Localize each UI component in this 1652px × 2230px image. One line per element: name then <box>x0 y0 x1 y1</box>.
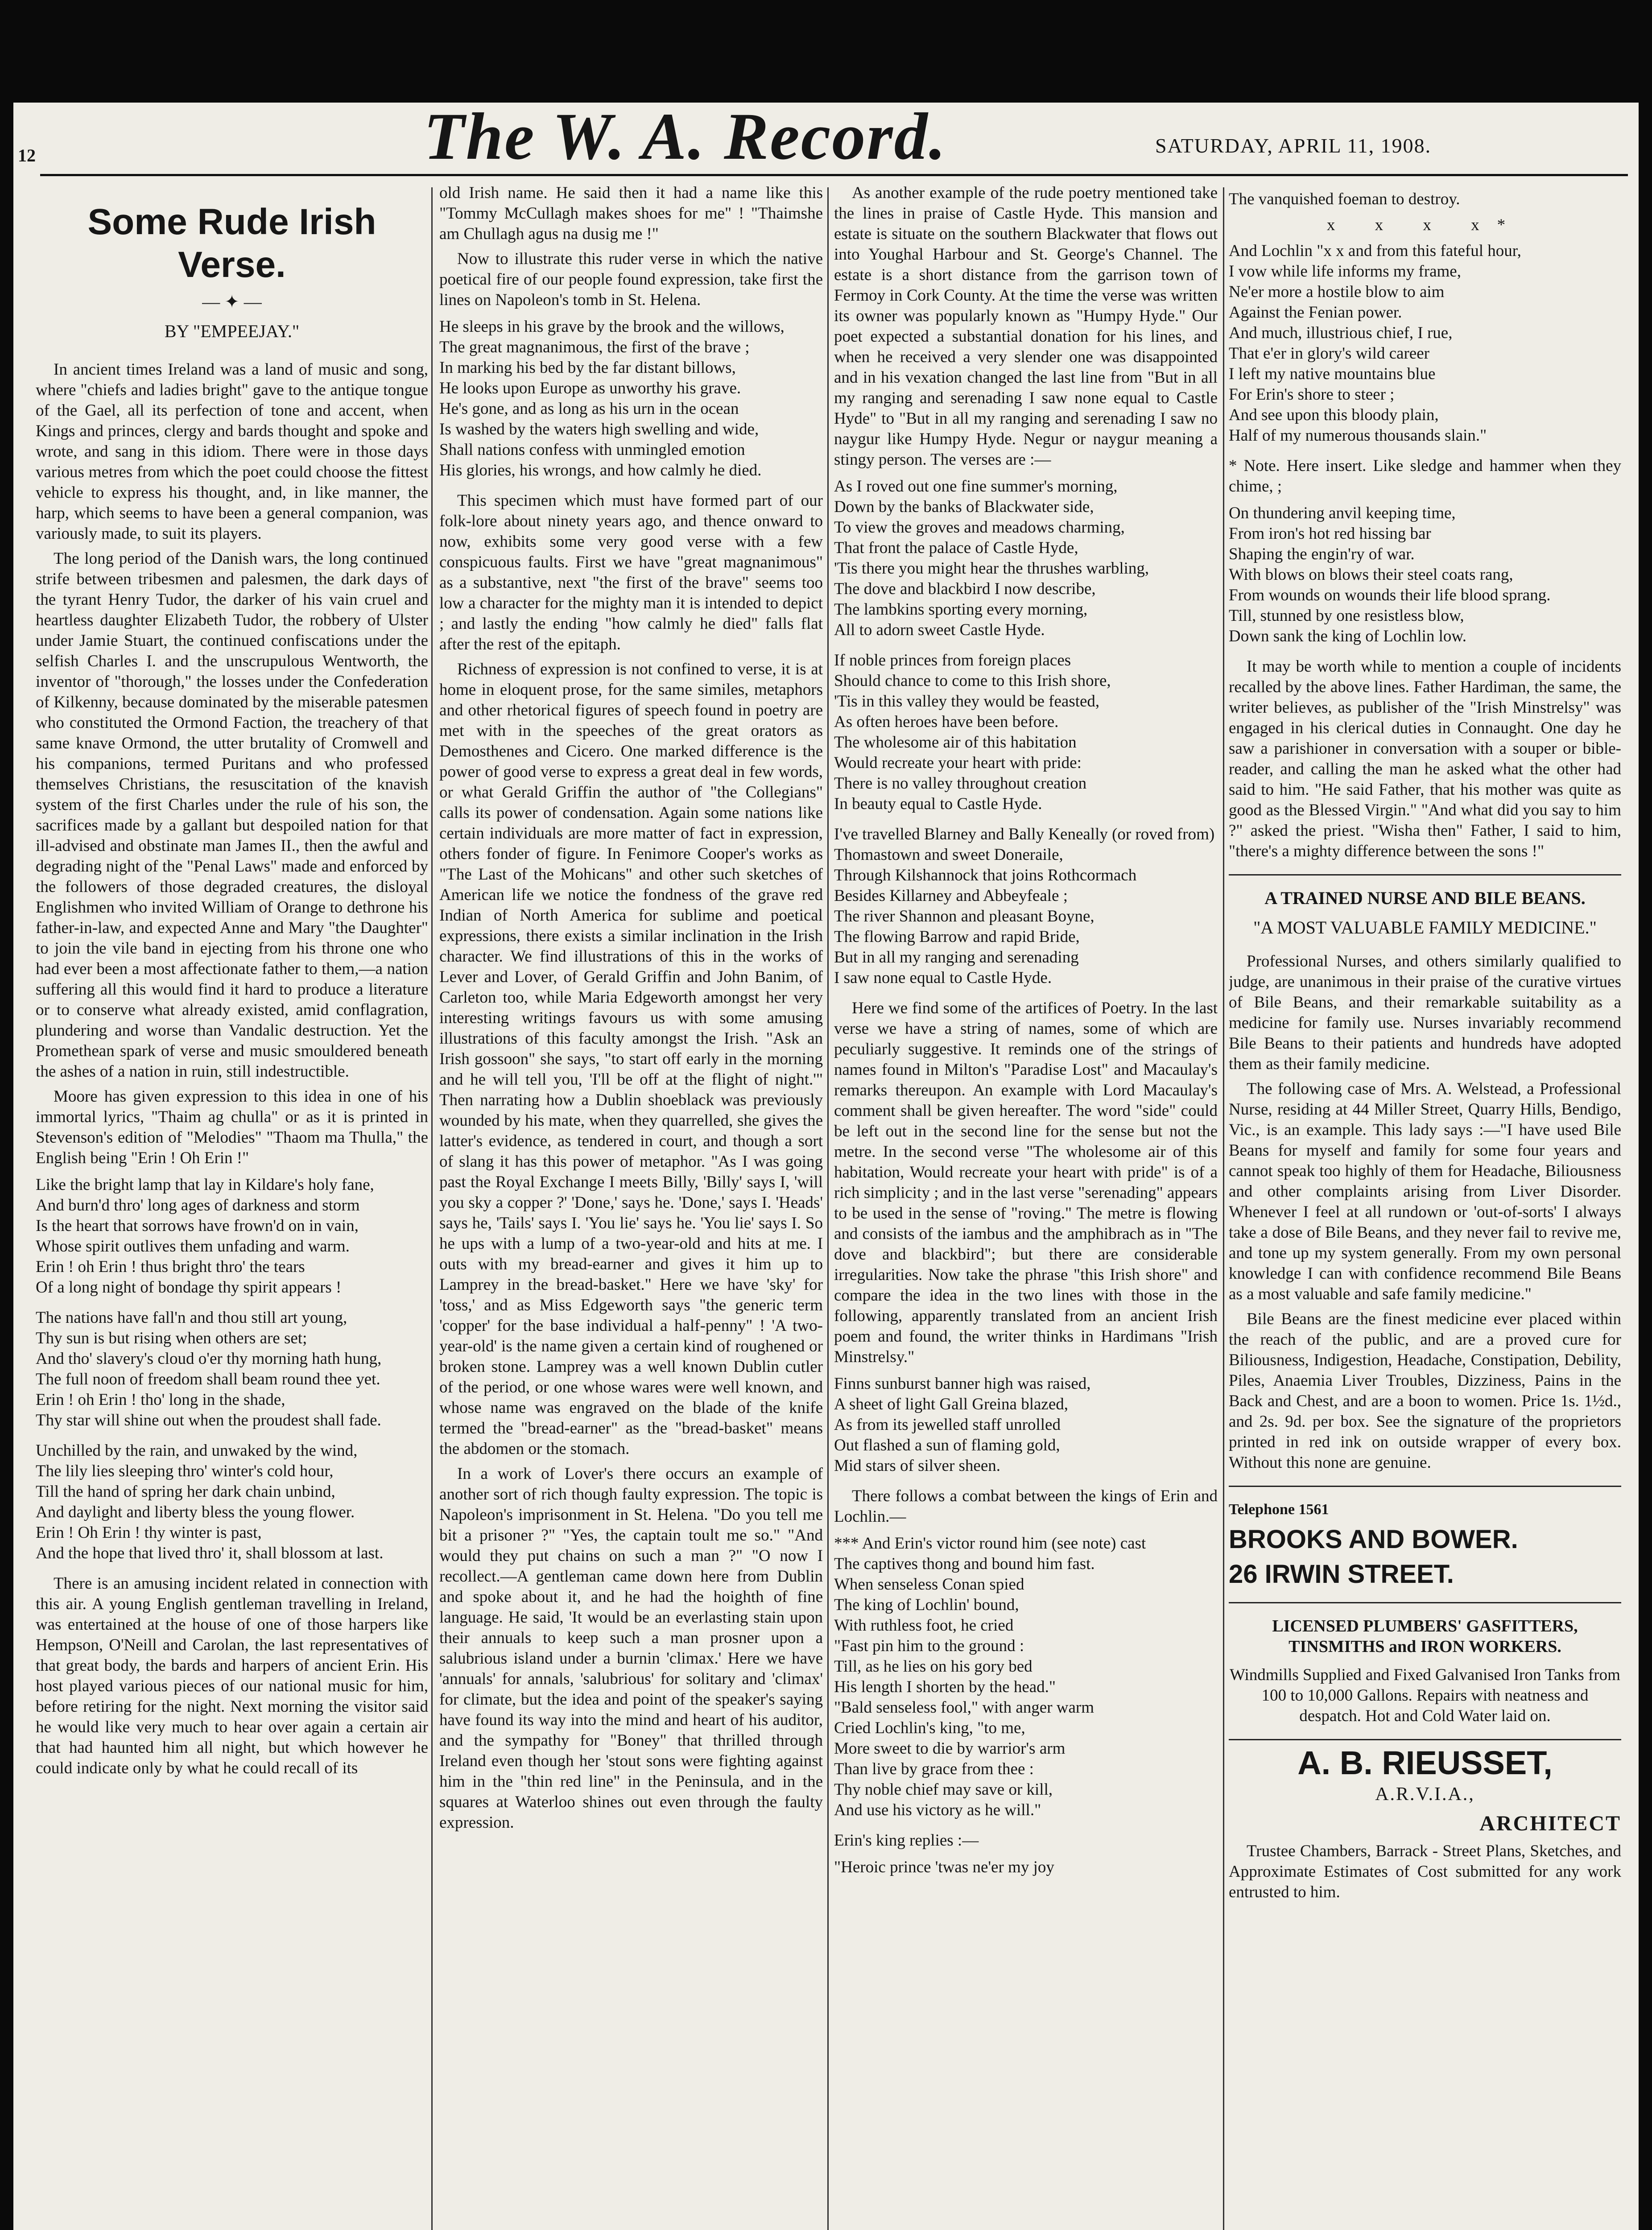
verse-stanza <box>36 1308 428 1431</box>
column-3 <box>834 183 1218 2230</box>
verse-line: He's gone, and as long as his urn in the ocean <box>439 400 739 418</box>
advertisement-paragraph: Professional Nurses, and others similarly qualified to judge, are unanimous in their praise of the curative virtues of Bile Beans, and their remarkable suitability as a medicine for family use. Nurses invariably recommend Bile Beans to their patients and hundreds have adopted them as their family medicine. <box>1229 952 1621 1073</box>
verse-line: Than live by grace from thee : <box>834 1760 1034 1778</box>
verse-line: And see upon this bloody plain, <box>1229 406 1439 424</box>
issue-date: SATURDAY, APRIL 11, 1908. <box>1155 134 1432 157</box>
verse-line: But in all my ranging and serenading <box>834 948 1079 966</box>
verse-line: Cried Lochlin's king, "to me, <box>834 1719 1025 1737</box>
verse-line: Till, stunned by one resistless blow, <box>1229 607 1464 625</box>
advertisement-headline: A TRAINED NURSE AND BILE BEANS. <box>1264 888 1586 908</box>
verse-line: And use his victory as he will." <box>834 1801 1041 1819</box>
verse-line: Shall nations confess with unmingled emotion <box>439 441 745 459</box>
verse-line: He sleeps in his grave by the brook and the willows, <box>439 318 785 336</box>
paragraph: This specimen which must have formed part of our folk-lore about ninety years ago, and thence onward to now, exhibits some very good verse with a few conspicuous faults. First we have "great magnanimous" as a substantive, next "the first of the brave" seems too low a character for the mighty man it is intended to depict ; and lastly the ending "how calmly he died" falls flat after the rest of the epitaph. <box>439 491 823 653</box>
verse-line: Should chance to come to this Irish shore, <box>834 672 1111 690</box>
verse-line: Finns sunburst banner high was raised, <box>834 1375 1091 1393</box>
verse-line: I left my native mountains blue <box>1229 365 1436 383</box>
verse-line: Erin ! oh Erin ! tho' long in the shade, <box>36 1391 285 1409</box>
verse-line: Shaping the engin'ry of war. <box>1229 545 1415 563</box>
verse-line: From wounds on wounds their life blood sprang. <box>1229 586 1551 604</box>
article-byline: BY "EMPEEJAY." <box>164 321 300 341</box>
verse-line: Through Kilshannock that joins Rothcormach <box>834 866 1137 884</box>
verse-line: If noble princes from foreign places <box>834 651 1071 669</box>
paragraph: In a work of Lover's there occurs an example of another sort of rich though faulty expression. The topic is Napoleon's imprisonment in St. Helena. "Do you tell me bit a prisoner ?" "Yes, the captain toult me so." "And would they put chains on such a man ?" "O now I recollect.—A gentleman came down here from Dublin and spoke about it, and he had the hoighth of fine language. He said, 'It would be an everlasting stain upon their annuals to keep such a man prosner upon a salubrious island under a burnin 'climax.' Here we have 'annuals' for annals, 'salubrious' for solitary and 'climax' for climate, but the idea and point of the speaker's saying have found its way into the mind and heart of his auditor, and the sympathy for "Boney" that thrilled through Ireland even though her 'stout sons were fighting against him in the "thin red line" in the Peninsula, and in the squares at Waterloo shines out even through the faulty expression. <box>439 1465 823 1832</box>
verse-line: "Heroic prince 'twas ne'er my joy <box>834 1858 1054 1876</box>
telephone-number: Telephone 1561 <box>1229 1501 1329 1518</box>
section-rule <box>1229 874 1621 875</box>
verse-line: Thy noble chief may save or kill, <box>834 1780 1053 1799</box>
verse-line: To view the groves and meadows charming, <box>834 518 1125 537</box>
ornament-divider: — ✦ — <box>202 292 262 312</box>
footnote: * Note. Here insert. Like sledge and hammer when they chime, ; <box>1229 457 1621 496</box>
verse-stanza <box>439 317 823 481</box>
paragraph: Richness of expression is not confined to verse, it is at home in eloquent prose, for the same similes, metaphors and other rhetorical figures of speech found in poetry are met with in the speeches of the great orators as Demosthenes and Cicero. One marked difference is the power of good verse to express a great deal in few words, or what Gerald Griffin the author of "the Collegians" calls its power of condensation. Again some nations like certain individuals are more matter of fact in expression, others fonder of figure. In Fenimore Cooper's works as "The Last of the Mohicans" and other such sketches of American life we notice the fondness of the grave red Indian of North America for sublime and poetical expressions, there exists a similar inclination in the Irish character. We find illustrations of this in the works of Lever and Lover, of Gerald Griffin and John Banim, of Carleton too, while Maria Edgeworth amongst her very interesting writings favours us with some amusing illustrations of this faculty amongst the Irish. "Ask an Irish gossoon" she says, "to start off early in the morning and he will tell you, 'I'll be off at the flight of night.'" Then narrating how a Dublin shoeblack was previously wounded by his mate, when they quarrelled, she gives the latter's evidence, as tendered in court, and though a sort of slang it has this power of metaphor. "As I was going past the Royal Exchange I meets Billy, 'Billy' says I, 'will you sky a copper ?' 'Done,' says he. 'Done,' says I. 'Heads' says he, 'Tails' says I. 'You lie' says he. 'You lie' says I. So he ups with a lump of a two-year-old and hits at me. I outs with my bread-earner and gives it him up to Lamprey in the bread-basket." Here we have 'sky' for 'toss,' and as Miss Edgeworth says "the generic term 'copper' for the base individual a half-penny" ! 'A two-year-old' is the name given a certain kind of roughened or broken stone. Lamprey was a well known Dublin cutler of the period, or one whose wares were well known, and whose name was engraved on the blade of the knife termed the "bread-earner" as the "bread-basket" means the abdomen or the stomach. <box>439 660 823 1458</box>
paragraph: As another example of the rude poetry mentioned take the lines in praise of Castle Hyde. This mansion and estate is situate on the southern Blackwater that flows out into Youghal Harbour and St. George's Channel. The estate is a short distance from the garrison town of Fermoy in Cork County. At the time the verse was written its owner was popularly known as "Humpy Hyde." Our poet expected a substantial donation for his lines, and when he received a very slender one was disappointed and in his vexation changed the last line from "But in all my ranging and serenading I saw none equal to Castle Hyde" to "But in all my ranging and serenading I saw no naygur like Humpy Hyde. Negur or naygur meaning a stingy person. The verses are :— <box>834 184 1218 469</box>
verse-line: As from its jewelled staff unrolled <box>834 1416 1061 1434</box>
paragraph: There follows a combat between the kings of Erin and Lochlin.— <box>834 1487 1218 1526</box>
verse-line: "Bald senseless fool," with anger warm <box>834 1698 1094 1717</box>
verse-line: More sweet to die by warrior's arm <box>834 1739 1066 1758</box>
verse-line: And daylight and liberty bless the young flower. <box>36 1503 355 1521</box>
verse-line: And much, illustrious chief, I rue, <box>1229 324 1453 342</box>
verse-line: In beauty equal to Castle Hyde. <box>834 795 1042 813</box>
paragraph: There is an amusing incident related in connection with this air. A young English gentleman travelling in Ireland, was entertained at the house of one of those harpers like Hempson, O'Neill and Carolan, the last representatives of that great body, the bards and harpers of ancient Erin. His host played various pieces of our national music for him, before retiring for the night. Next morning the visitor said he would like very much to hear over again a certain air that had haunted him all night, but which however he could indicate only by what he could recall of its <box>36 1574 428 1777</box>
verse-line: The king of Lochlin' bound, <box>834 1596 1019 1614</box>
verse-line: Like the bright lamp that lay in Kildare's holy fane, <box>36 1176 374 1194</box>
verse-line: The lambkins sporting every morning, <box>834 600 1088 619</box>
verse-line: I saw none equal to Castle Hyde. <box>834 969 1052 987</box>
verse-line: In marking his bed by the far distant billows, <box>439 359 736 377</box>
verse-line: Out flashed a sun of flaming gold, <box>834 1436 1060 1454</box>
verse-line: When senseless Conan spied <box>834 1575 1024 1594</box>
verse-line: From iron's hot red hissing bar <box>1229 524 1431 543</box>
verse-line: Down by the banks of Blackwater side, <box>834 498 1094 516</box>
verse-line: Thy star will shine out when the proudest shall fade. <box>36 1411 381 1429</box>
verse-line: 'Tis in this valley they would be feasted, <box>834 692 1100 710</box>
column-4 <box>1229 183 1621 2230</box>
verse-line: Is washed by the waters high swelling and wide, <box>439 420 759 438</box>
verse-line: The wholesome air of this habitation <box>834 733 1077 752</box>
verse-line: Erin ! oh Erin ! thus bright thro' the tears <box>36 1258 305 1276</box>
page-number: 12 <box>18 145 36 165</box>
verse-stanza <box>834 1533 1218 1821</box>
section-rule <box>1229 1486 1621 1487</box>
verse-stanza <box>1229 503 1621 647</box>
advertisement-subhead: "A MOST VALUABLE FAMILY MEDICINE." <box>1253 917 1597 937</box>
verse-line: Down sank the king of Lochlin low. <box>1229 627 1466 645</box>
trades-heading: LICENSED PLUMBERS' GASFITTERS, TINSMITHS and IRON WORKERS. <box>1272 1617 1578 1656</box>
column-rule <box>827 187 829 2230</box>
section-rule <box>1229 1739 1621 1740</box>
verse-line: 'Tis there you might hear the thrushes warbling, <box>834 559 1149 578</box>
column-rule <box>1223 187 1224 2230</box>
masthead-rule <box>40 174 1628 176</box>
section-rule <box>1229 1602 1621 1603</box>
masthead <box>13 103 1639 183</box>
verse-line: And tho' slavery's cloud o'er thy morning hath hung, <box>36 1350 382 1368</box>
verse-stanza <box>1229 189 1621 446</box>
verse-stanza <box>36 1441 428 1564</box>
verse-line: Till, as he lies on his gory bed <box>834 1657 1032 1676</box>
verse-line: Is the heart that sorrows have frown'd on in vain, <box>36 1217 359 1235</box>
paragraph: Moore has given expression to this idea in one of his immortal lyrics, "Thaim ag chulla" or as it is printed in Stevenson's edition of "Melodies" "Thaom ma Thulla," the English being "Erin ! Oh Erin !" <box>36 1087 428 1167</box>
verse-line: The lily lies sleeping thro' winter's cold hour, <box>36 1462 334 1480</box>
column-2 <box>439 183 823 2230</box>
architect-title: ARCHITECT <box>1479 1812 1621 1835</box>
verse-line: Mid stars of silver sheen. <box>834 1457 1001 1475</box>
verse-line: All to adorn sweet Castle Hyde. <box>834 621 1045 639</box>
verse-line: That e'er in glory's wild career <box>1229 344 1429 363</box>
firm-name: BROOKS AND BOWER. <box>1229 1525 1518 1554</box>
verse-line: The flowing Barrow and rapid Bride, <box>834 928 1080 946</box>
advertisement-paragraph: The following case of Mrs. A. Welstead, a Professional Nurse, residing at 44 Miller Street, Quarry Hills, Bendigo, Vic., is an example. This lady says :—"I have used Bile Beans for myself and family for some four years and cannot speak too highly of them for Headache, Biliousness and other complaints arising from Liver Disorder. Whenever I feel at all rundown or 'out-of-sorts' I always take a dose of Bile Beans, and they never fail to revive me, and tone up my system generally. From my own personal knowledge I can with confidence recommend Bile Beans as a most valuable and safe family medicine." <box>1229 1080 1621 1303</box>
verse-line: And the hope that lived thro' it, shall blossom at last. <box>36 1544 384 1562</box>
paragraph: Erin's king replies :— <box>834 1831 979 1850</box>
verse-line: Ne'er more a hostile blow to aim <box>1229 283 1445 301</box>
verse-line: That front the palace of Castle Hyde, <box>834 539 1078 557</box>
architect-qualifications: A.R.V.I.A., <box>1375 1784 1475 1805</box>
verse-line: Besides Killarney and Abbeyfeale ; <box>834 887 1068 905</box>
verse-line: There is no valley throughout creation <box>834 774 1087 793</box>
verse-line: The nations have fall'n and thou still art young, <box>36 1309 347 1327</box>
verse-line: I vow while life informs my frame, <box>1229 262 1461 281</box>
verse-line: Thy sun is but rising when others are set; <box>36 1329 307 1347</box>
verse-stanza <box>834 824 1218 988</box>
verse-stanza <box>834 650 1218 814</box>
verse-line: On thundering anvil keeping time, <box>1229 504 1456 522</box>
verse-line: As I roved out one fine summer's morning, <box>834 477 1118 496</box>
verse-line: And burn'd thro' long ages of darkness and storm <box>36 1196 360 1214</box>
advertisement-paragraph: Bile Beans are the finest medicine ever placed within the reach of the public, and are a proved cure for Biliousness, Indigestion, Headache, Constipation, Debility, Piles, Anaemia Liver Troubles, Dizziness, Pains in the Back and Chest, and are a boon to women. Price 1s. 1½d., and 2s. 9d. per box. See the signature of the proprietors printed in red ink on outside wrapper of every box. Without this none are genuine. <box>1229 1310 1621 1472</box>
newspaper-title: The W. A. Record. <box>424 103 947 173</box>
paragraph: Now to illustrate this ruder verse in which the native poetical fire of our people found expression, take first the lines on Napoleon's tomb in St. Helena. <box>439 250 823 309</box>
verse-line: Till the hand of spring her dark chain unbind, <box>36 1483 335 1501</box>
verse-line: The river Shannon and pleasant Boyne, <box>834 907 1094 925</box>
verse-line: Thomastown and sweet Doneraile, <box>834 846 1063 864</box>
verse-line: Whose spirit outlives them unfading and warm. <box>36 1237 350 1255</box>
verse-line: Would recreate your heart with pride: <box>834 754 1082 772</box>
firm-address: 26 IRWIN STREET. <box>1229 1560 1454 1589</box>
article-headline: Some Rude Irish Verse. <box>87 202 376 285</box>
verse-line: The captives thong and bound him fast. <box>834 1555 1095 1573</box>
column-rule <box>431 187 433 2230</box>
trades-description: Windmills Supplied and Fixed Galvanised Iron Tanks from 100 to 10,000 Gallons. Repairs with neatness and despatch. Hot and Cold Water laid on. <box>1230 1666 1620 1725</box>
verse-line: x x x x* <box>1326 216 1524 234</box>
paragraph: The long period of the Danish wars, the long continued strife between tribesmen and palesmen, the dark days of the tyrant Henry Tudor, the darker of his vain cruel and heartless daughter Elizabeth Tudor, the robbery of Ulster under Jamie Stuart, the continued confiscations under the selfish Charles I. and the unscrupulous Wentworth, the inventor of "thorough," the losses under the Confederation of Kilkenny, because dominated by the miserable patesmen who constituted the Ormond Faction, the treachery of that same knave Ormond, the utter brutality of Cromwell and his companions, termed Puritans and who professed themselves Christians, the resuscitation of the knavish system of the first Charles under the rule of his son, the sacrifices made by a gallant but despoiled nation for that ill-advised and obstinate man James II., then the awful and degrading night of the "Penal Laws" made and enforced by the followers of those degraded creatures, the disloyal Englishmen who invited William of Orange to dethrone his father-in-law, and expected Anne and Mary "the Daughter" to join the vile band in ejecting from his throne one who had ever been a most affectionate father to them,—a nation suffering all this would find it hard to produce a literature or to conserve what already existed, amid conflagration, plundering and worse than Vandalic destruction. Yet the Promethean spark of verse and music smouldered beneath the ashes of a nation in ruin, still indestructible. <box>36 549 428 1081</box>
verse-line: A sheet of light Gall Greina blazed, <box>834 1395 1069 1413</box>
verse-line: The vanquished foeman to destroy. <box>1229 190 1460 208</box>
verse-line: The dove and blackbird I now describe, <box>834 580 1096 598</box>
verse-line: For Erin's shore to steer ; <box>1229 385 1395 404</box>
verse-line: With ruthless foot, he cried <box>834 1616 1014 1635</box>
verse-line: Half of my numerous thousands slain." <box>1229 426 1487 445</box>
verse-stanza <box>834 1857 1218 1878</box>
architect-description: Trustee Chambers, Barrack - Street Plans, Sketches, and Approximate Estimates of Cost submitted for any work entrusted to him. <box>1229 1842 1621 1901</box>
verse-line: And Lochlin "x x and from this fateful hour, <box>1229 242 1521 260</box>
verse-line: As often heroes have been before. <box>834 713 1059 731</box>
verse-line: Unchilled by the rain, and unwaked by the wind, <box>36 1441 358 1460</box>
architect-name: A. B. RIEUSSET, <box>1297 1744 1553 1781</box>
verse-line: Erin ! Oh Erin ! thy winter is past, <box>36 1524 262 1542</box>
verse-line: Against the Fenian power. <box>1229 303 1402 322</box>
verse-stanza <box>834 476 1218 640</box>
paragraph: It may be worth while to mention a couple of incidents recalled by the above lines. Father Hardiman, the same, the writer believes, as publisher of the "Irish Minstrelsy" was engaged in his clerical duties in Connaught. One day he saw a parishioner in conversation with a souper or bible-reader, and calling the man he asked what the other had said to him. "He said Father, that his mother was quite as good as the Blessed Virgin." "And what did you say to him ?" asked the priest. "Wisha then" Father, I said to him, "there's a mighty difference between the sons !" <box>1229 657 1621 860</box>
verse-stanza <box>834 1374 1218 1476</box>
verse-line: I've travelled Blarney and Bally Keneally (or roved from) <box>834 825 1215 843</box>
newspaper-page <box>13 103 1639 2230</box>
verse-line: The full noon of freedom shall beam round thee yet. <box>36 1370 380 1388</box>
verse-line: Of a long night of bondage thy spirit appears ! <box>36 1278 342 1297</box>
verse-line: With blows on blows their steel coats rang, <box>1229 566 1513 584</box>
paragraph: old Irish name. He said then it had a name like this "Tommy McCullagh makes shoes for me" ! "Thaimshe am Chullagh agus na dusig me !" <box>439 184 823 243</box>
verse-line: The great magnanimous, the first of the brave ; <box>439 338 750 356</box>
verse-line: *** And Erin's victor round him (see note) cast <box>834 1534 1146 1553</box>
verse-line: He looks upon Europe as unworthy his grave. <box>439 379 741 397</box>
column-1 <box>36 183 428 2230</box>
paragraph: Here we find some of the artifices of Poetry. In the last verse we have a string of names, some of which are peculiarly suggestive. It reminds one of the strings of names found in Milton's "Paradise Lost" and Macaulay's remarks thereupon. An example with Lord Macaulay's comment shall be given hereafter. The word "side" could be left out in the second line for the sense but not the metre. In the second verse "The wholesome air of this habitation, Would recreate your heart with pride" is of a rich simplicity ; and in the last verse "serenading" appears to be used in the sense of "roving." The metre is flowing and consists of the iambus and the amphibrach as in "The dove and blackbird"; but there are considerable irregularities. Now take the phrase "this Irish shore" and compare the idea in the two lines with those in the following, apparently translated from an ancient Irish poem and found, the writer thinks in Hardimans "Irish Minstrelsy." <box>834 999 1218 1366</box>
verse-stanza <box>36 1175 428 1298</box>
verse-line: His length I shorten by the head." <box>834 1678 1056 1696</box>
verse-line: "Fast pin him to the ground : <box>834 1637 1024 1655</box>
paragraph: In ancient times Ireland was a land of music and song, where "chiefs and ladies bright" gave to the antique tongue of the Gael, all its perfection of tone and accent, when Kings and princes, clergy and bards thought and spoke and wrote, and sang in this idiom. There were in those days various metres from which the poet could choose the fittest vehicle to express his thought, and, in like manner, the harp, which seems to have been a general companion, was variously made, to suit its players. <box>36 360 428 543</box>
verse-line: His glories, his wrongs, and how calmly he died. <box>439 461 762 479</box>
